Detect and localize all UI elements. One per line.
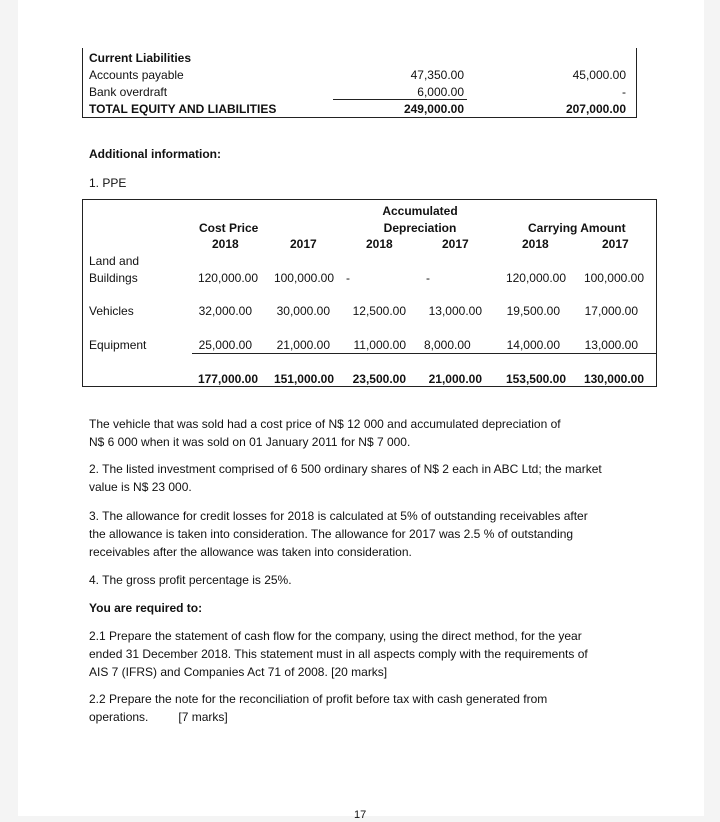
cell-dep-2017: 8,000.00 (424, 338, 471, 352)
row-label: Bank overdraft (89, 85, 168, 99)
subtotal-line (192, 353, 657, 354)
text-fragment: operations. (89, 710, 149, 724)
header-carrying-amount: Carrying Amount (528, 221, 626, 235)
cell-ca-2018: 120,000.00 (505, 271, 566, 285)
text-line: value is N$ 23 000. (89, 480, 192, 494)
page-number: 17 (354, 809, 367, 821)
text-line: ended 31 December 2018. This statement must in all aspects comply with the requirements of (89, 647, 588, 661)
total-label: TOTAL EQUITY AND LIABILITIES (89, 102, 277, 116)
item-3-paragraph (89, 507, 629, 561)
cell-ca-2018: 19,500.00 (506, 304, 560, 318)
header-cost-2018: 2018 (212, 237, 239, 251)
text-line: 3. The allowance for credit losses for 2018 is calculated at 5% of outstanding receivables after (89, 509, 588, 523)
current-liabilities-heading: Current Liabilities (89, 51, 192, 65)
table-bottom-border (82, 117, 637, 118)
row-value-2018: 6,000.00 (417, 85, 464, 99)
vehicle-paragraph (89, 415, 629, 451)
item-2-paragraph (89, 460, 629, 496)
text-line: the allowance is taken into consideration. The allowance for 2017 was 2.5 % of outstanding (89, 527, 574, 541)
text-line: 2. The listed investment comprised of 6 500 ordinary shares of N$ 2 each in ABC Ltd; the market (89, 462, 602, 476)
cell-cost-2018: 25,000.00 (198, 338, 252, 352)
table-left-border (82, 48, 83, 118)
subtotal-line (333, 99, 467, 100)
text-line: N$ 6 000 when it was sold on 01 January 2011 for N$ 7 000. (89, 435, 411, 449)
cell-dep-2018: 12,500.00 (352, 304, 406, 318)
cell-cost-2017: 30,000.00 (276, 304, 330, 318)
item-4-paragraph: 4. The gross profit percentage is 25%. (89, 573, 292, 587)
row-value-2017: - (622, 85, 626, 99)
cell-dep-2017: 13,000.00 (428, 304, 482, 318)
row-label-line2: Vehicles (89, 304, 134, 318)
header-accumulated: Accumulated (382, 204, 458, 218)
row-value-2018: 47,350.00 (410, 68, 464, 82)
text-line: 2.1 Prepare the statement of cash flow for the company, using the direct method, for the year (89, 629, 582, 643)
text-line: 2.2 Prepare the note for the reconciliation of profit before tax with cash generated from (89, 692, 548, 706)
header-cost-price: Cost Price (199, 221, 259, 235)
question-2-2 (89, 690, 629, 726)
table-right-border (636, 48, 637, 118)
cell-dep-2018: - (346, 271, 350, 285)
cell-cost-2018: 120,000.00 (197, 271, 258, 285)
cell-dep-2017: - (426, 271, 430, 285)
cell-cost-2018: 32,000.00 (198, 304, 252, 318)
cell-cost-2017: 21,000.00 (276, 338, 330, 352)
total-cost-2018: 177,000.00 (197, 372, 258, 386)
header-ca-2018: 2018 (522, 237, 549, 251)
ppe-item-label: 1. PPE (89, 176, 127, 190)
total-dep-2017: 21,000.00 (428, 372, 482, 386)
row-label-line1: Land and (89, 254, 140, 268)
header-cost-2017: 2017 (290, 237, 317, 251)
cell-dep-2018: 11,000.00 (353, 338, 406, 352)
total-dep-2018: 23,500.00 (352, 372, 406, 386)
marks-label: [7 marks] (178, 710, 228, 724)
required-heading: You are required to: (89, 601, 203, 615)
cell-ca-2017: 17,000.00 (584, 304, 638, 318)
header-dep-2017: 2017 (442, 237, 469, 251)
text-line: AIS 7 (IFRS) and Companies Act 71 of 2008. [20 marks] (89, 665, 388, 679)
cell-ca-2017: 13,000.00 (584, 338, 638, 352)
cell-ca-2018: 14,000.00 (506, 338, 560, 352)
total-ca-2018: 153,500.00 (505, 372, 566, 386)
total-value-2017: 207,000.00 (565, 102, 626, 116)
text-line (89, 708, 629, 726)
row-label: Accounts payable (89, 68, 184, 82)
text-line: The vehicle that was sold had a cost price of N$ 12 000 and accumulated depreciation of (89, 417, 561, 431)
row-value-2017: 45,000.00 (572, 68, 626, 82)
total-cost-2017: 151,000.00 (273, 372, 334, 386)
total-value-2018: 249,000.00 (403, 102, 464, 116)
header-dep-2018: 2018 (366, 237, 393, 251)
text-line: receivables after the allowance was taken into consideration. (89, 545, 412, 559)
cell-cost-2017: 100,000.00 (273, 271, 334, 285)
header-ca-2017: 2017 (602, 237, 629, 251)
header-depreciation: Depreciation (383, 221, 457, 235)
total-ca-2017: 130,000.00 (583, 372, 644, 386)
row-label-line2: Equipment (89, 338, 147, 352)
cell-ca-2017: 100,000.00 (583, 271, 644, 285)
additional-info-heading: Additional information: (89, 147, 221, 161)
question-2-1 (89, 627, 629, 681)
row-label-line2: Buildings (89, 271, 138, 285)
